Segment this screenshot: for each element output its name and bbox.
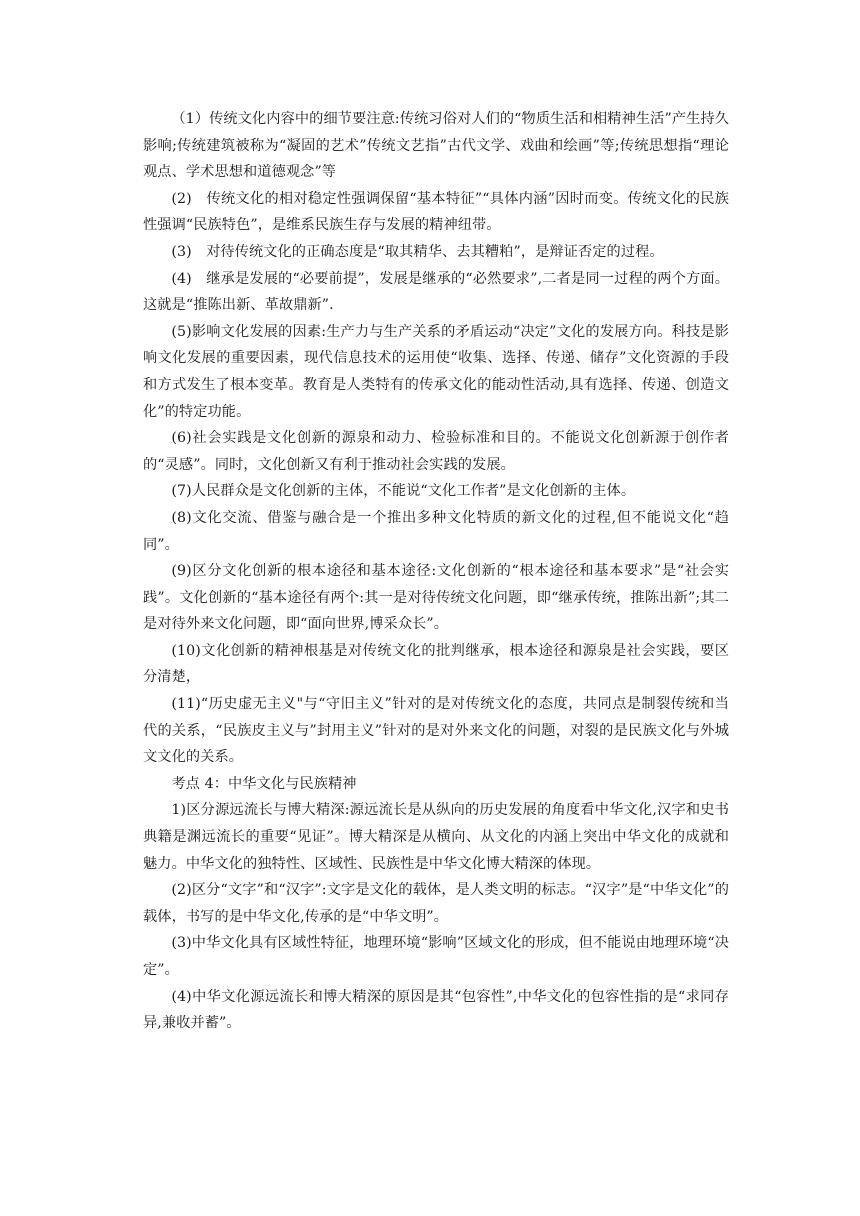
paragraph-10: (10)文化创新的精神根基是对传统文化的批判继承，根本途径和源泉是社会实践，要区分清楚，	[143, 642, 729, 686]
paragraph-15: (4)中华文化源远流长和博大精深的原因是其“包容性”,中华文化的包容性指的是“求同存异,兼收并蓄”。	[143, 988, 729, 1032]
paragraph-3: (3) 对待传统文化的正确态度是“取其精华、去其糟粕”，是辩证否定的过程。	[171, 243, 664, 260]
section-heading: 考点 4：中华文化与民族精神	[171, 775, 357, 792]
paragraph-4: (4) 继承是发展的“必要前提”，发展是继承的“必然要求”,二者是同一过程的两个方面。这就是“推陈出新、革故鼎新”.	[143, 270, 729, 314]
paragraph-14: (3)中华文化具有区域性特征，地理环境“影响”区域文化的形成，但不能说由地理环境“决定”。	[143, 935, 729, 978]
paragraph-11: (11)“历史虚无主义"与“守旧主义”针对的是对传统文化的态度，共同点是制裂传统和当代的关系，“民族皮主义与”封用主义”针对的是对外来文化的问题，对裂的是民族文化与外城文文化的关系。	[143, 696, 729, 766]
paragraph-13: (2)区分“文字”和“汉字”:文字是文化的载体，是人类文明的标志。“汉字”是“中华文化”的载体，书写的是中华文化,传承的是“中华文明”。	[143, 882, 729, 925]
paragraph-5: (5)影响文化发展的因素:生产力与生产关系的矛盾运动“决定”文化的发展方向。科技是影响文化发展的重要因素，现代信息技术的运用使“收集、选择、传递、储存”文化资源的手段和方式发生了根本变革。教育是人类特有的传承文化的能动性活动,具有选择、传递、创造文化”的特定功能。	[143, 323, 729, 420]
paragraph-2: (2) 传统文化的相对稳定性强调保留“基本特征”“具体内涵”因时而变。传统文化的民族性强调“民族特色”，是维系民族生存与发展的精神纽带。	[143, 190, 729, 234]
paragraph-7: (7)人民群众是文化创新的主体，不能说“文化工作者”是文化创新的主体。	[171, 483, 636, 500]
paragraph-6: (6)社会实践是文化创新的源泉和动力、检验标准和目的。不能说文化创新源于创作者的“灵感”。同时，文化创新又有利于推动社会实践的发展。	[143, 430, 729, 473]
paragraph-9: (9)区分文化创新的根本途径和基本途径:文化创新的“根本途径和基本要求”是“社会实践”。文化创新的“基本途径有两个:其一是对待传统文化问题，即“继承传统，推陈出新”;其二是对待外来文化问题，即“面向世界,博采众长”。	[143, 563, 729, 633]
document-body	[143, 106, 729, 1037]
paragraph-8: (8)文化交流、借鉴与融合是一个推出多种文化特质的新文化的过程,但不能说文化“趋同”。	[143, 509, 729, 553]
paragraph-1: （1）传统文化内容中的细节要注意:传统习俗对人们的“物质生活和相精神生活”产生持久影响;传统建筑被称为“凝固的艺术”传统文艺指”古代文学、戏曲和绘画”等;传统思想指“理论观点、学术思想和道德观念”等	[143, 111, 729, 181]
paragraph-12: 1)区分源远流长与博大精深:源远流长是从纵向的历史发展的角度看中华文化,汉字和史书典籍是渊远流长的重要“见证”。博大精深是从横向、从文化的内涵上突出中华文化的成就和魅力。中华文化的独特性、区域性、民族性是中华文化博大精深的体现。	[143, 802, 729, 872]
